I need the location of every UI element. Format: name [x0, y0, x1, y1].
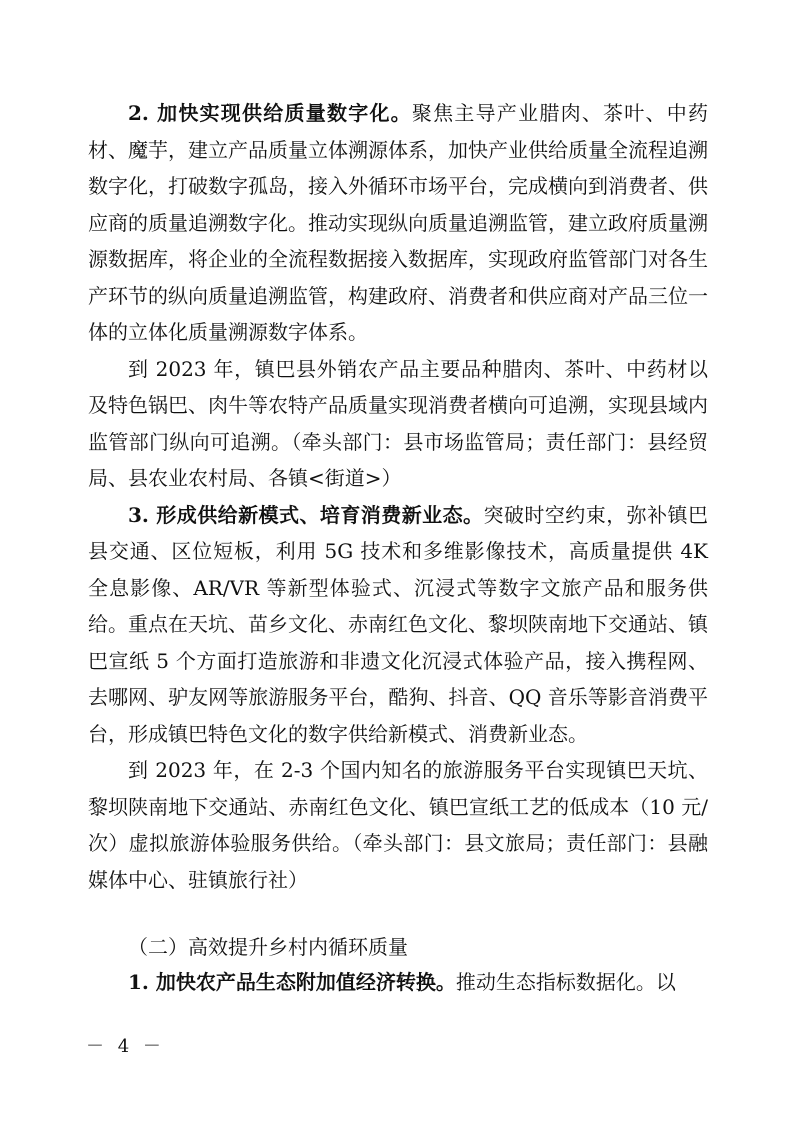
page-number: － 4 －: [86, 1036, 165, 1057]
paragraph-body: 到 2023 年，在 2-3 个国内知名的旅游服务平台实现镇巴天坑、黎坝陕南地下交通站、赤南红色文化、镇巴宣纸工艺的低成本（10 元/次）虚拟旅游体验服务供给。（牵头部门：县文旅局；责任部门：县融媒体中心、驻镇旅行社）: [88, 758, 708, 892]
paragraph-body: 推动生态指标数据化。以: [455, 970, 676, 994]
paragraph-body: 突破时空约束，弥补镇巴县交通、区位短板，利用 5G 技术和多维影像技术，高质量提供 4K 全息影像、AR/VR 等新型体验式、沉浸式等数字文旅产品和服务供给。重点在天坑、苗乡文化、赤南红色文化、黎坝陕南地下交通站、镇巴宣纸 5 个方面打造旅游和非遗文化沉浸式体验产品，接入携程网、去哪网、驴友网等旅游服务平台，酷狗、抖音、QQ 音乐等影音消费平台，形成镇巴特色文化的数字供给新模式、消费新业态。: [88, 502, 709, 746]
paragraph-target-2023-traceability: [88, 351, 708, 497]
paragraph-lead: 3. 形成供给新模式、培育消费新业态。: [128, 502, 484, 527]
body-text-continued: [88, 964, 708, 1001]
paragraph-lead: 2. 加快实现供给质量数字化。: [128, 101, 412, 125]
body-text: [88, 95, 708, 898]
section-heading: （二）高效提升乡村内循环质量: [128, 935, 408, 959]
paragraph-ecological-value: [88, 964, 708, 1001]
paragraph-body: 到 2023 年，镇巴县外销农产品主要品种腊肉、茶叶、中药材以及特色锅巴、肉牛等农特产品质量实现消费者横向可追溯，实现县域内监管部门纵向可追溯。（牵头部门：县市场监管局；责任部门：县经贸局、县农业农村局、各镇<街道>）: [88, 356, 708, 490]
paragraph-lead: 1. 加快农产品生态附加值经济转换。: [128, 970, 456, 994]
paragraph-target-2023-virtual-tourism: [88, 752, 708, 898]
paragraph-supply-quality: [88, 95, 708, 351]
paragraph-body: 聚焦主导产业腊肉、茶叶、中药材、魔芋，建立产品质量立体溯源体系，加快产业供给质量全流程追溯数字化，打破数字孤岛，接入外循环市场平台，完成横向到消费者、供应商的质量追溯数字化。推动实现纵向质量追溯监管，建立政府质量溯源数据库，将企业的全流程数据接入数据库，实现政府监管部门对各生产环节的纵向质量追溯监管，构建政府、消费者和供应商对产品三位一体的立体化质量溯源数字体系。: [88, 101, 708, 344]
paragraph-new-supply-model: [88, 497, 708, 753]
